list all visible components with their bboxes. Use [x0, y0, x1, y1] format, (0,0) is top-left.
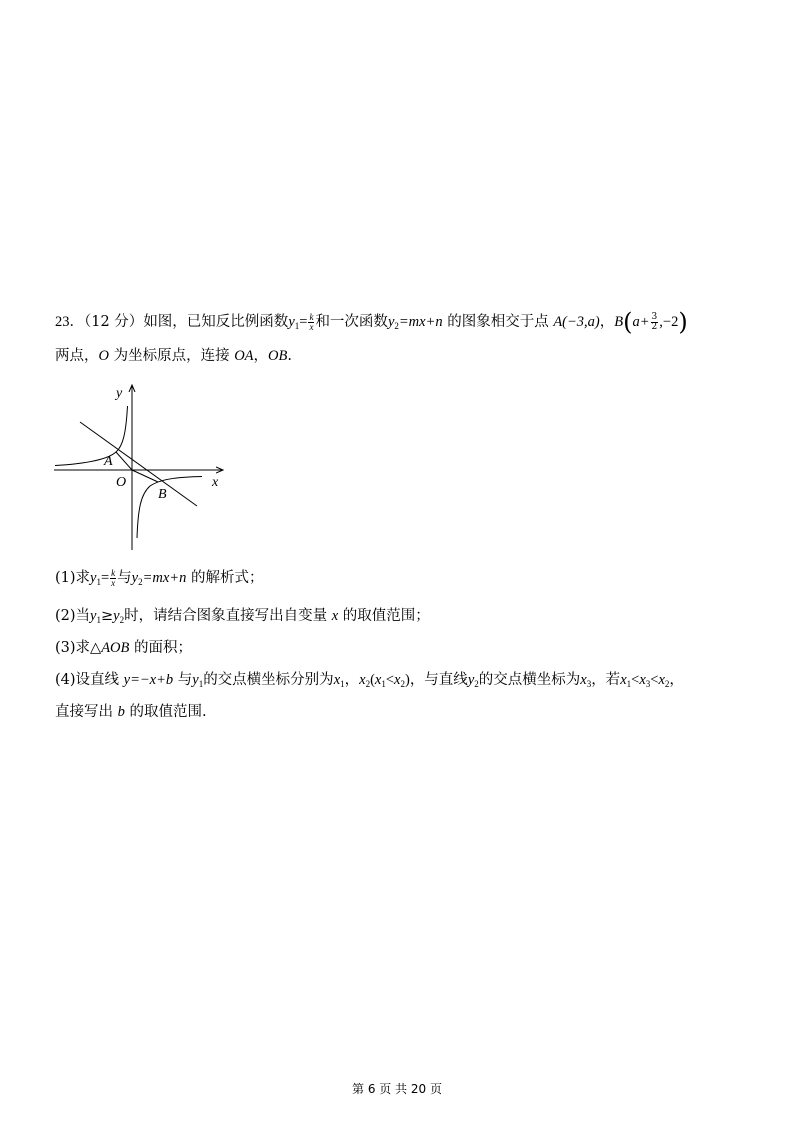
frac-numerator-k: k [309, 311, 314, 322]
q4-cond-x1-sub: 1 [626, 679, 632, 689]
y1-symbol: y [288, 314, 295, 330]
q4-ineq-x1: x [374, 672, 382, 688]
q4-ineq-x2: x [394, 672, 401, 688]
q4-cond-x1: x [620, 672, 627, 688]
q4-text-f: 的交点横坐标为 [478, 672, 581, 688]
q2-x: x [331, 608, 339, 624]
q4-text-h: ， [669, 672, 684, 688]
y-axis-label: y [116, 386, 123, 401]
function-graph [52, 378, 232, 553]
hyperbola-branch-upper-left [55, 406, 128, 466]
q4-cond-x3-sub: 3 [645, 679, 651, 689]
y2-symbol: y [387, 314, 395, 330]
q2-geq: ≥ [100, 608, 114, 624]
q2-y2-sub: 2 [119, 615, 125, 625]
question-4 [55, 670, 684, 690]
q2-text-a: (2)当 [55, 608, 91, 624]
point-b-x-expr: a+ [632, 314, 650, 330]
q4-end-text: 的取值范围. [124, 704, 207, 720]
q3-triangle: AOB [101, 640, 130, 656]
q4-x1: x [333, 672, 341, 688]
q2-text-c: 时，请结合图象直接写出自变量 [124, 608, 332, 624]
line2-text-2: 为坐标原点，连接 [108, 348, 235, 364]
q1-linear-expr: =mx+n [142, 570, 187, 586]
equals-sign: = [299, 314, 308, 330]
q3-text-b: 的面积； [129, 640, 192, 656]
q4-x2: x [359, 672, 366, 688]
three-halves-fraction [651, 313, 659, 332]
q4-cond-x2: x [658, 672, 665, 688]
q4-ineq-x2-sub: 2 [400, 679, 405, 689]
q1-y2-sub: 2 [138, 577, 143, 587]
x-axis-label: x [212, 475, 219, 490]
q4-x3: x [580, 672, 587, 688]
question-3 [55, 638, 192, 658]
q4-x3-sub: 3 [586, 679, 592, 689]
y1-subscript: 1 [294, 321, 300, 331]
q4-y2: y [467, 672, 475, 688]
q1-y2: y [131, 570, 139, 586]
frac-denominator-x: x [309, 321, 314, 332]
q4-text-e: ，与直线 [409, 672, 468, 688]
line2-text-3: ， [253, 348, 269, 364]
linear-expression: =mx+n [398, 314, 443, 330]
q1-text-d: 的解析式； [186, 570, 264, 586]
q4-cond-x3: x [639, 672, 646, 688]
q1-text-a: (1)求 [55, 570, 91, 586]
q3-text-a: (3)求△ [55, 640, 102, 656]
intro-text-2: 和一次函数 [315, 314, 388, 330]
question-4-continued [55, 702, 207, 722]
q2-y2: y [113, 608, 120, 624]
q1-text-b: 与 [117, 570, 132, 586]
q1-equals: = [100, 570, 110, 586]
q4-text-b: 与 [173, 672, 193, 688]
q4-y2-sub: 2 [474, 679, 479, 689]
segment-ob: OB [268, 348, 288, 364]
origin-label: O [116, 475, 127, 490]
q4-text-g: ，若 [591, 672, 621, 688]
q1-frac-x: x [111, 577, 116, 588]
point-b-label: B [158, 487, 167, 502]
q4-x2-sub: 2 [365, 679, 371, 689]
q4-paren-open: ( [370, 672, 375, 688]
point-a: A(−3,a) [553, 314, 600, 330]
q1-y1-sub: 1 [96, 577, 101, 587]
frac-numerator-3: 3 [651, 311, 658, 322]
page-footer: 第 6 页 共 20 页 [352, 1082, 442, 1096]
q4-text-c: 的交点横坐标分别为 [203, 672, 334, 688]
frac-denominator-2: 2 [651, 321, 658, 332]
segment-ob-line [132, 470, 158, 482]
segment-oa: OA [234, 348, 254, 364]
q4-cond-lt1: < [631, 672, 640, 688]
intro-text-3: 的图象相交于点 [442, 314, 554, 330]
q4-cond-x2-sub: 2 [664, 679, 670, 689]
paren-close: ) [678, 308, 688, 336]
q2-y1: y [90, 608, 97, 624]
comma: ， [599, 314, 615, 330]
q4-y1: y [192, 672, 199, 688]
q4-ineq-x1-sub: 1 [381, 679, 386, 689]
problem-line-2 [55, 346, 292, 366]
line2-text-4: . [287, 348, 292, 364]
q4-lt: < [385, 672, 395, 688]
y2-subscript: 2 [394, 321, 399, 331]
q4-cont-text: 直接写出 [55, 704, 118, 720]
problem-score: （12 分） [84, 314, 144, 330]
q4-b-var: b [117, 704, 125, 720]
segment-oa-line [116, 452, 132, 470]
q4-line-expr: y=−x+b [123, 672, 174, 688]
intro-text-1: 如图，已知反比例函数 [143, 314, 289, 330]
q1-frac-k: k [111, 567, 116, 578]
linear-function-line [80, 422, 197, 506]
point-b-y: ,−2 [659, 314, 679, 330]
q4-x1-sub: 1 [340, 679, 345, 689]
q2-y1-sub: 1 [96, 615, 101, 625]
k-over-x-fraction [308, 313, 314, 332]
question-1 [55, 568, 263, 588]
problem-number: 23． [55, 314, 84, 330]
q1-k-over-x [110, 569, 116, 588]
question-2 [55, 606, 430, 626]
q4-paren-close: ) [404, 672, 410, 688]
point-b-label: B [614, 314, 624, 330]
q1-y1: y [90, 570, 97, 586]
origin-o: O [98, 348, 109, 364]
q4-y1-sub: 1 [198, 679, 204, 689]
paren-open: ( [623, 308, 633, 336]
q4-cond-lt2: < [650, 672, 659, 688]
line2-text-1: 两点， [55, 348, 99, 364]
q4-text-d: ， [344, 672, 360, 688]
problem-line-1 [55, 308, 688, 336]
q2-text-d: 的取值范围； [338, 608, 430, 624]
point-a-label: A [104, 454, 113, 469]
q4-text-a: (4)设直线 [55, 672, 124, 688]
